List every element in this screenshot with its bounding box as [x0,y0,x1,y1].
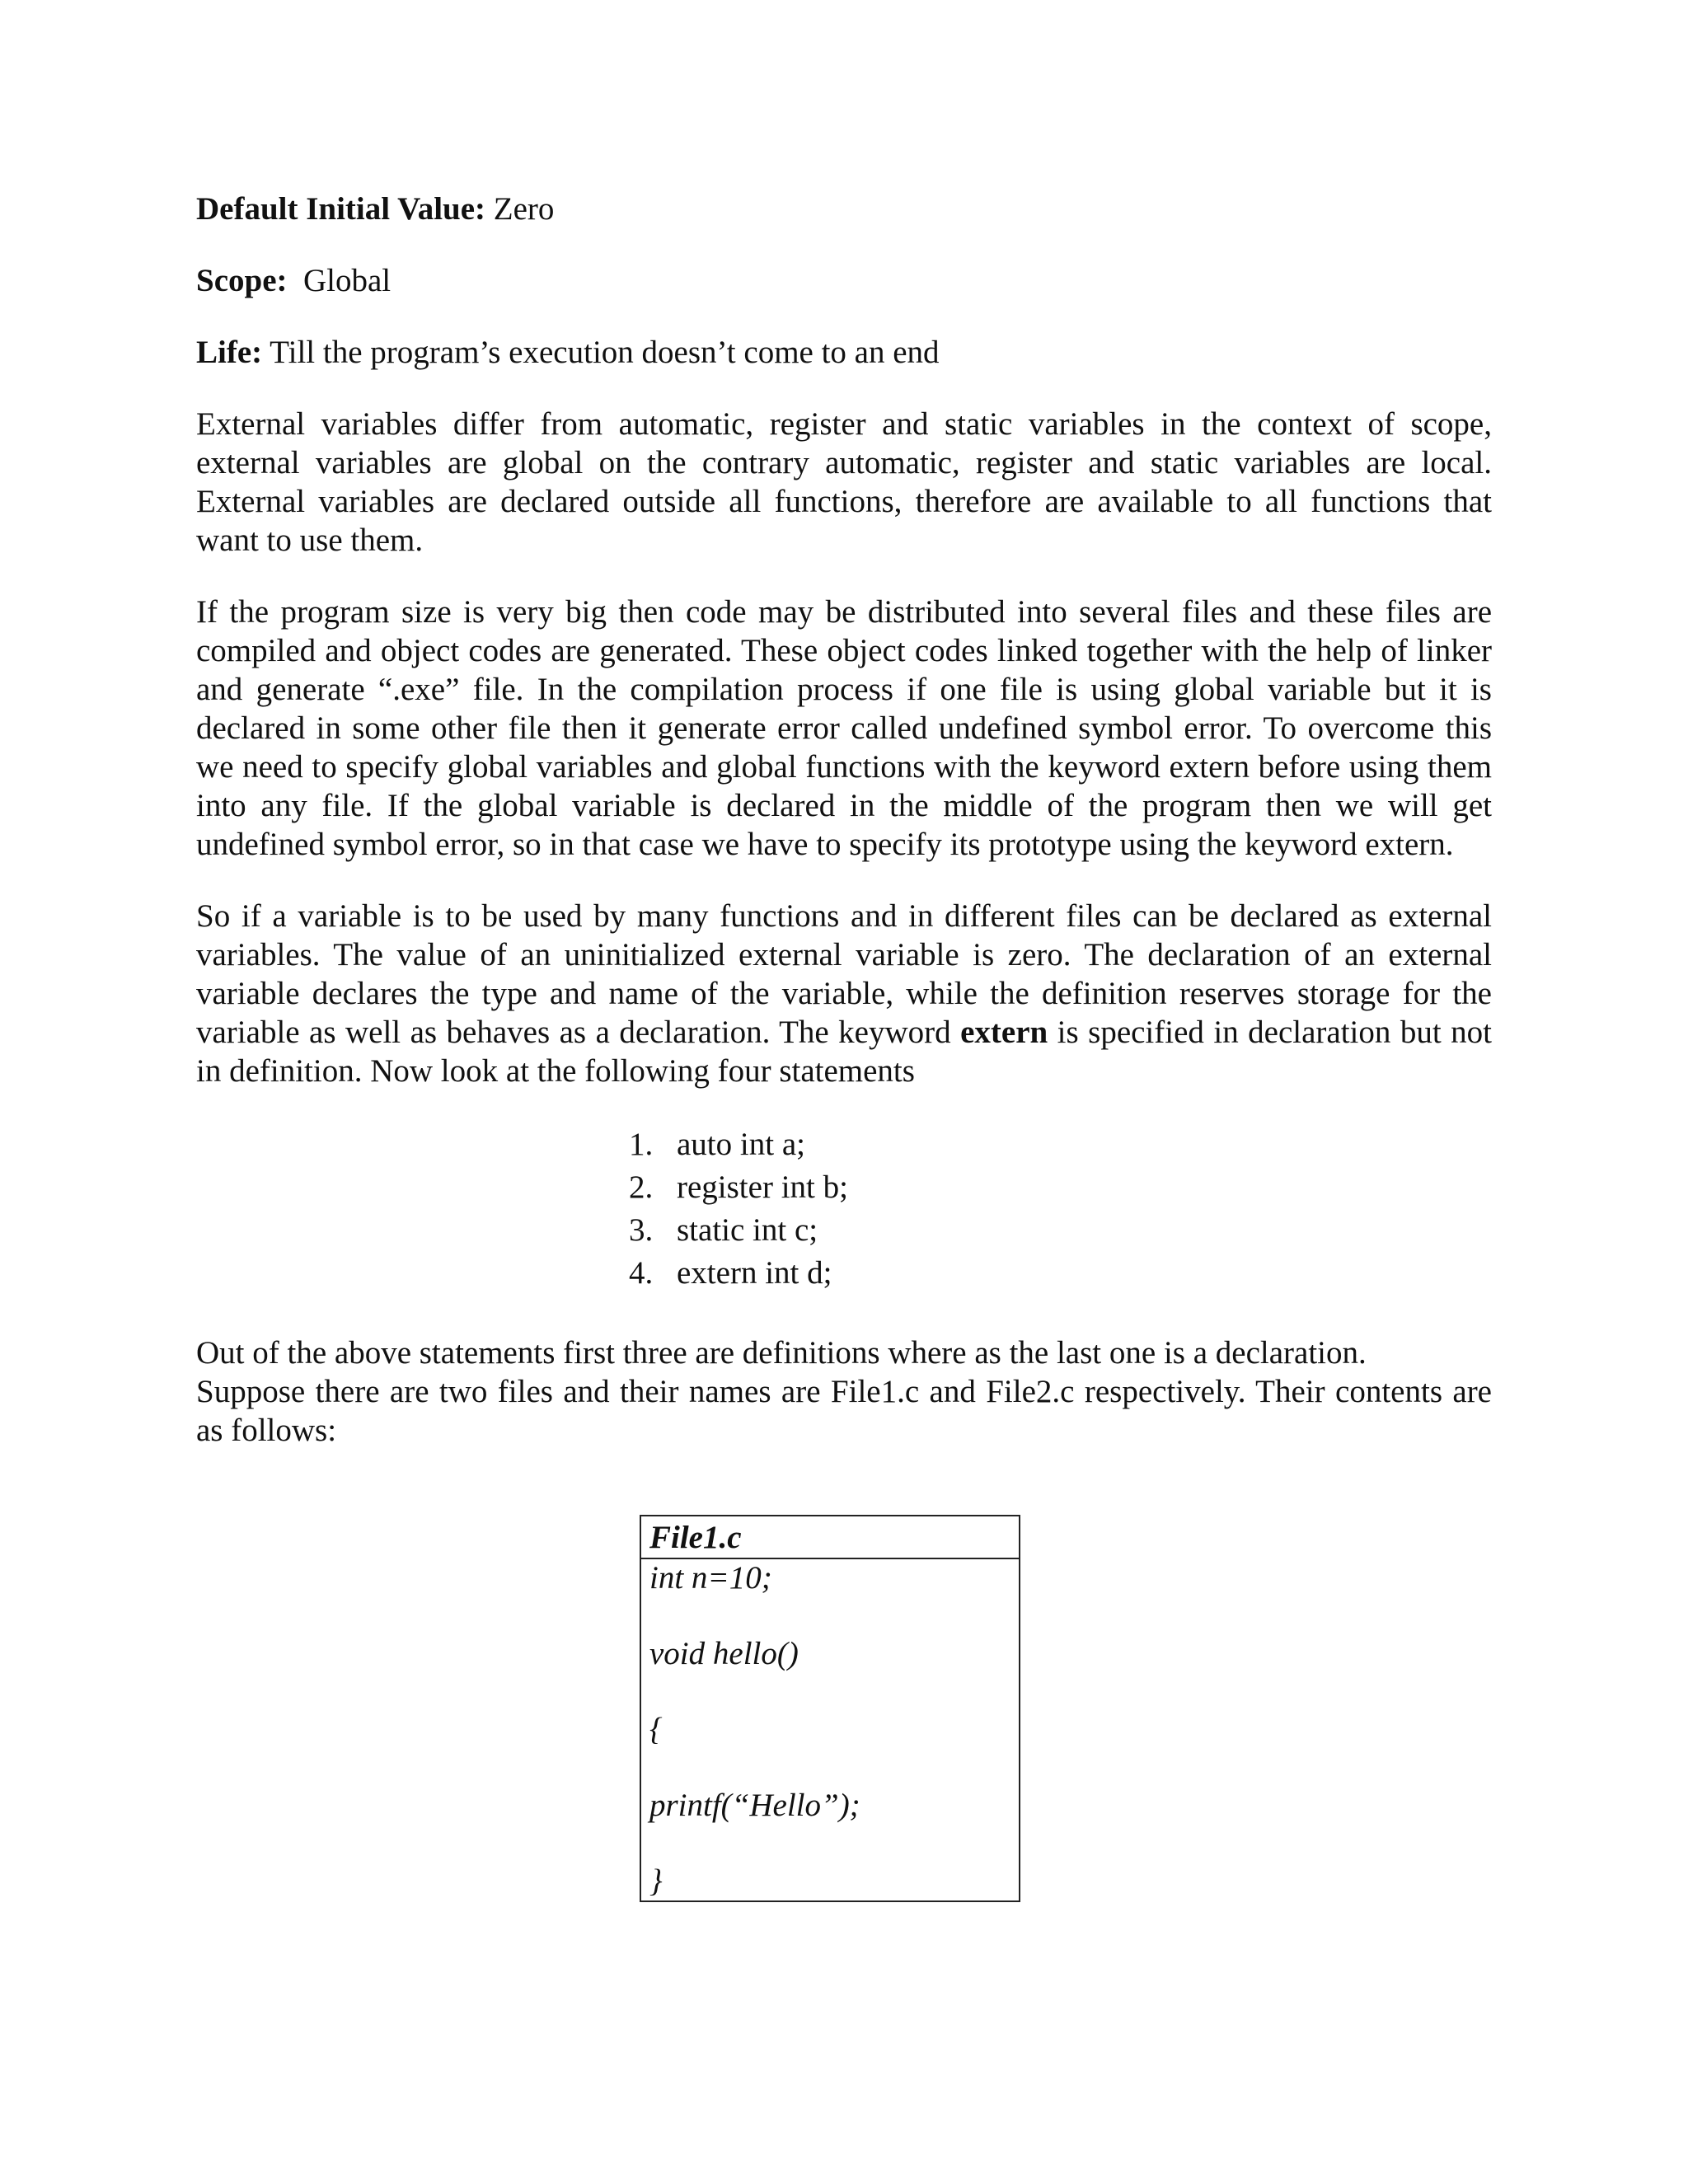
code-line: printf(“Hello”); [649,1788,860,1823]
code-box-file1 [640,1515,1020,1902]
list-number: 1. [629,1127,654,1162]
code-line: int n=10; [649,1560,772,1596]
code-box-title: File1.c [641,1516,1019,1559]
list-text: extern int d; [677,1255,832,1291]
list-item [629,1252,1688,1295]
paragraph-external-variables: External variables differ from automatic, register and static variables in the context of scope, external variables are global on the contrary automatic, register and static variables are local. External variables are declared outside all functions, therefore are available to all functions that want to use them. [196,406,1492,558]
list-text: static int c; [677,1212,818,1248]
document-page [196,190,1492,1483]
life-field [196,333,1492,372]
field-value: Zero [485,191,555,227]
field-label: Scope: [196,263,288,298]
list-item [629,1209,1688,1252]
scope-field [196,261,1492,300]
list-text: auto int a; [677,1127,805,1162]
field-label: Life: [196,335,263,370]
code-line: void hello() [649,1636,799,1671]
list-text: register int b; [677,1169,848,1205]
default-initial-value-field [196,190,1492,228]
list-number: 3. [629,1212,654,1248]
field-label: Default Initial Value: [196,191,486,227]
list-item [629,1123,1688,1166]
paragraph-definitions-note: Out of the above statements first three are definitions where as the last one is a declaration. [196,1335,1367,1371]
paragraph-multiple-files: If the program size is very big then code may be distributed into several files and these files are compiled and object codes are generated. These object codes linked together with the help of linker and generate “.exe” file. In the compilation process if one file is using global variable but it is declared in some other file then it generate error called undefined symbol error. To overcome this we need to specify global variables and global functions with the keyword extern before using them into any file. If the global variable is declared in the middle of the program then we will get undefined symbol error, so in that case we have to specify its prototype using the keyword extern. [196,594,1492,862]
field-value: Global [287,263,392,298]
statements-list [629,1123,1688,1295]
code-line: { [649,1712,663,1747]
paragraph-two-files: Suppose there are two files and their names are File1.c and File2.c respectively. Their contents are as follows: [196,1374,1492,1448]
list-number: 4. [629,1255,654,1291]
keyword-extern: extern [960,1015,1048,1050]
paragraph-text: So if a variable is to be used by many functions and in different files can be declared as external variables. The value of an uninitialized external variable is zero. The declaration of an external variable declares the type and name of the variable, while the definition reserves storage for the variable as well as behaves as a declaration. The keyword [196,898,1492,1050]
list-number: 2. [629,1169,654,1205]
field-value: Till the program’s execution doesn’t come to an end [262,335,940,370]
paragraph-text: is specified in declaration but not in definition. Now look at the following four statements [196,1015,1492,1089]
code-line: } [649,1863,663,1899]
list-item [629,1166,1688,1209]
paragraph-declaration-definition [196,897,1492,1090]
